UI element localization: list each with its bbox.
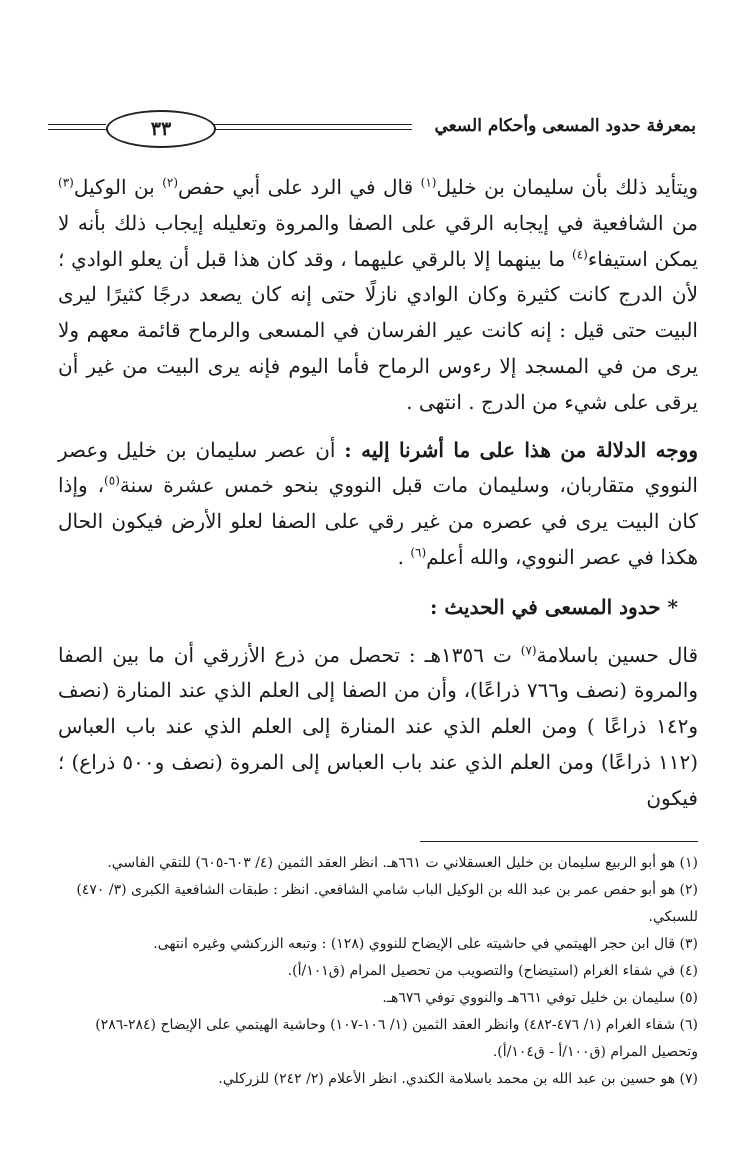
text-run: قال في الرد على أبي حفص [178,175,421,199]
running-title: بمعرفة حدود المسعى وأحكام السعي [434,116,696,136]
footnote-marker: (٧) [520,642,537,657]
footnote-3: (٣) قال ابن حجر الهيتمي في حاشيته على الإيضاح للنووي (١٢٨) : وتبعه الزركشي وغيره انتهى. [153,936,698,952]
footnote-marker: (٦) [410,545,427,560]
footnote-marker: (٤) [572,246,588,261]
page-number: ٣٣ [106,110,216,148]
footnote-marker: (٢) [162,175,179,190]
text-run: . [397,544,411,569]
footnote-marker: (٣) [58,175,74,190]
text-run: ، وإذا كان البيت يرى في عصره من غير رقي على الصفا لعلو الأرض فيكون الحال هكذا في عصر النووي، والله أعلم [58,473,698,569]
paragraph-2 [58,433,698,576]
footnote-1: (١) هو أبو الربيع سليمان بن خليل العسقلاني ت ٦٦١هـ. انظر العقد الثمين (٤/ ٦٠٣-٦٠٥) للتقي الفاسي. [107,855,698,871]
paragraph-3 [58,638,698,817]
main-text [58,170,698,817]
footnote-2: (٢) هو أبو حفص عمر بن عبد الله بن الوكيل الباب شامي الشافعي. انظر : طبقات الشافعية الكبرى (٣/ ٤٧٠) للسبكي. [76,882,698,925]
paragraph-1 [58,170,698,421]
text-run: بن الوكيل [73,175,163,199]
text-run: ت ١٣٥٦هـ : تحصل من ذرع الأزرقي أن ما بين الصفا والمروة (نصف و٧٦٦ ذراعًا)، وأن من الصفا إلى العلم الذي عند المنارة (نصف و١٤٢ ذراعًا ) ومن العلم الذي عند المنارة إلى العلم الذي عند باب العباس (١١٢ ذراعًا) ومن العلم الذي عند باب العباس إلى المروة (نصف و٥٠٠ ذراع) ؛ فيكون [58,642,698,810]
footnote-marker: (١) [420,175,437,190]
paragraph-lead: ووجه الدلالة من هذا على ما أشرنا إليه : [344,437,698,462]
text-run: من الشافعية في إيجابه الرقي على الصفا والمروة وتعليله إيجاب ذلك بأنه لا يمكن استيفاء [58,210,698,271]
text-run: ما بينهما إلا بالرقي عليهما ، وقد كان هذا قبل أن يعلو الوادي ؛ لأن الدرج كانت كثيرة وكان الوادي نازلًا حتى إنه كان يصعد درجًا كثيرًا ليرى البيت حتى قيل : إنه كانت عير الفرسان في المسعى والرماح قائمة معهم ولا يرى من في المسجد إلا رءوس الرماح فأما اليوم فإنه يرى البيت من غير أن يرقى على شيء من الدرج . انتهى . [58,246,698,414]
text-run: أن عصر سليمان بن خليل وعصر النووي متقاربان، وسليمان مات قبل النووي بنحو خمس عشرة سنة [58,437,698,498]
footnote-7: (٧) هو حسين بن عبد الله بن محمد باسلامة الكندي. انظر الأعلام (٢/ ٢٤٢) للزركلي. [218,1071,698,1087]
section-heading: * حدود المسعى في الحديث : [430,594,678,619]
footnote-marker: (٥) [104,473,120,488]
footnotes [62,850,698,1093]
text-run: قال حسين باسلامة [536,642,698,667]
header-rule-left [48,124,106,130]
header-rule-middle [212,124,392,130]
footnote-divider [420,841,698,842]
footnote-4: (٤) في شفاء الغرام (استيضاح) والتصويب من تحصيل المرام (ق١٠١/أ). [287,963,698,979]
footnote-5: (٥) سليمان بن خليل توفي ٦٦١هـ والنووي توفي ٦٧٦هـ. [382,990,698,1006]
footnote-6: (٦) شفاء الغرام (١/ ٤٧٦-٤٨٢) وانظر العقد الثمين (١/ ١٠٦-١٠٧) وحاشية الهيتمي على الإيضاح (٢٨٤-٢٨٦) وتحصيل المرام (ق١٠٠/أ - ق١٠٤/أ). [95,1017,698,1060]
text-run: ويتأيد ذلك بأن سليمان بن خليل [436,175,699,199]
page-header [40,108,696,156]
